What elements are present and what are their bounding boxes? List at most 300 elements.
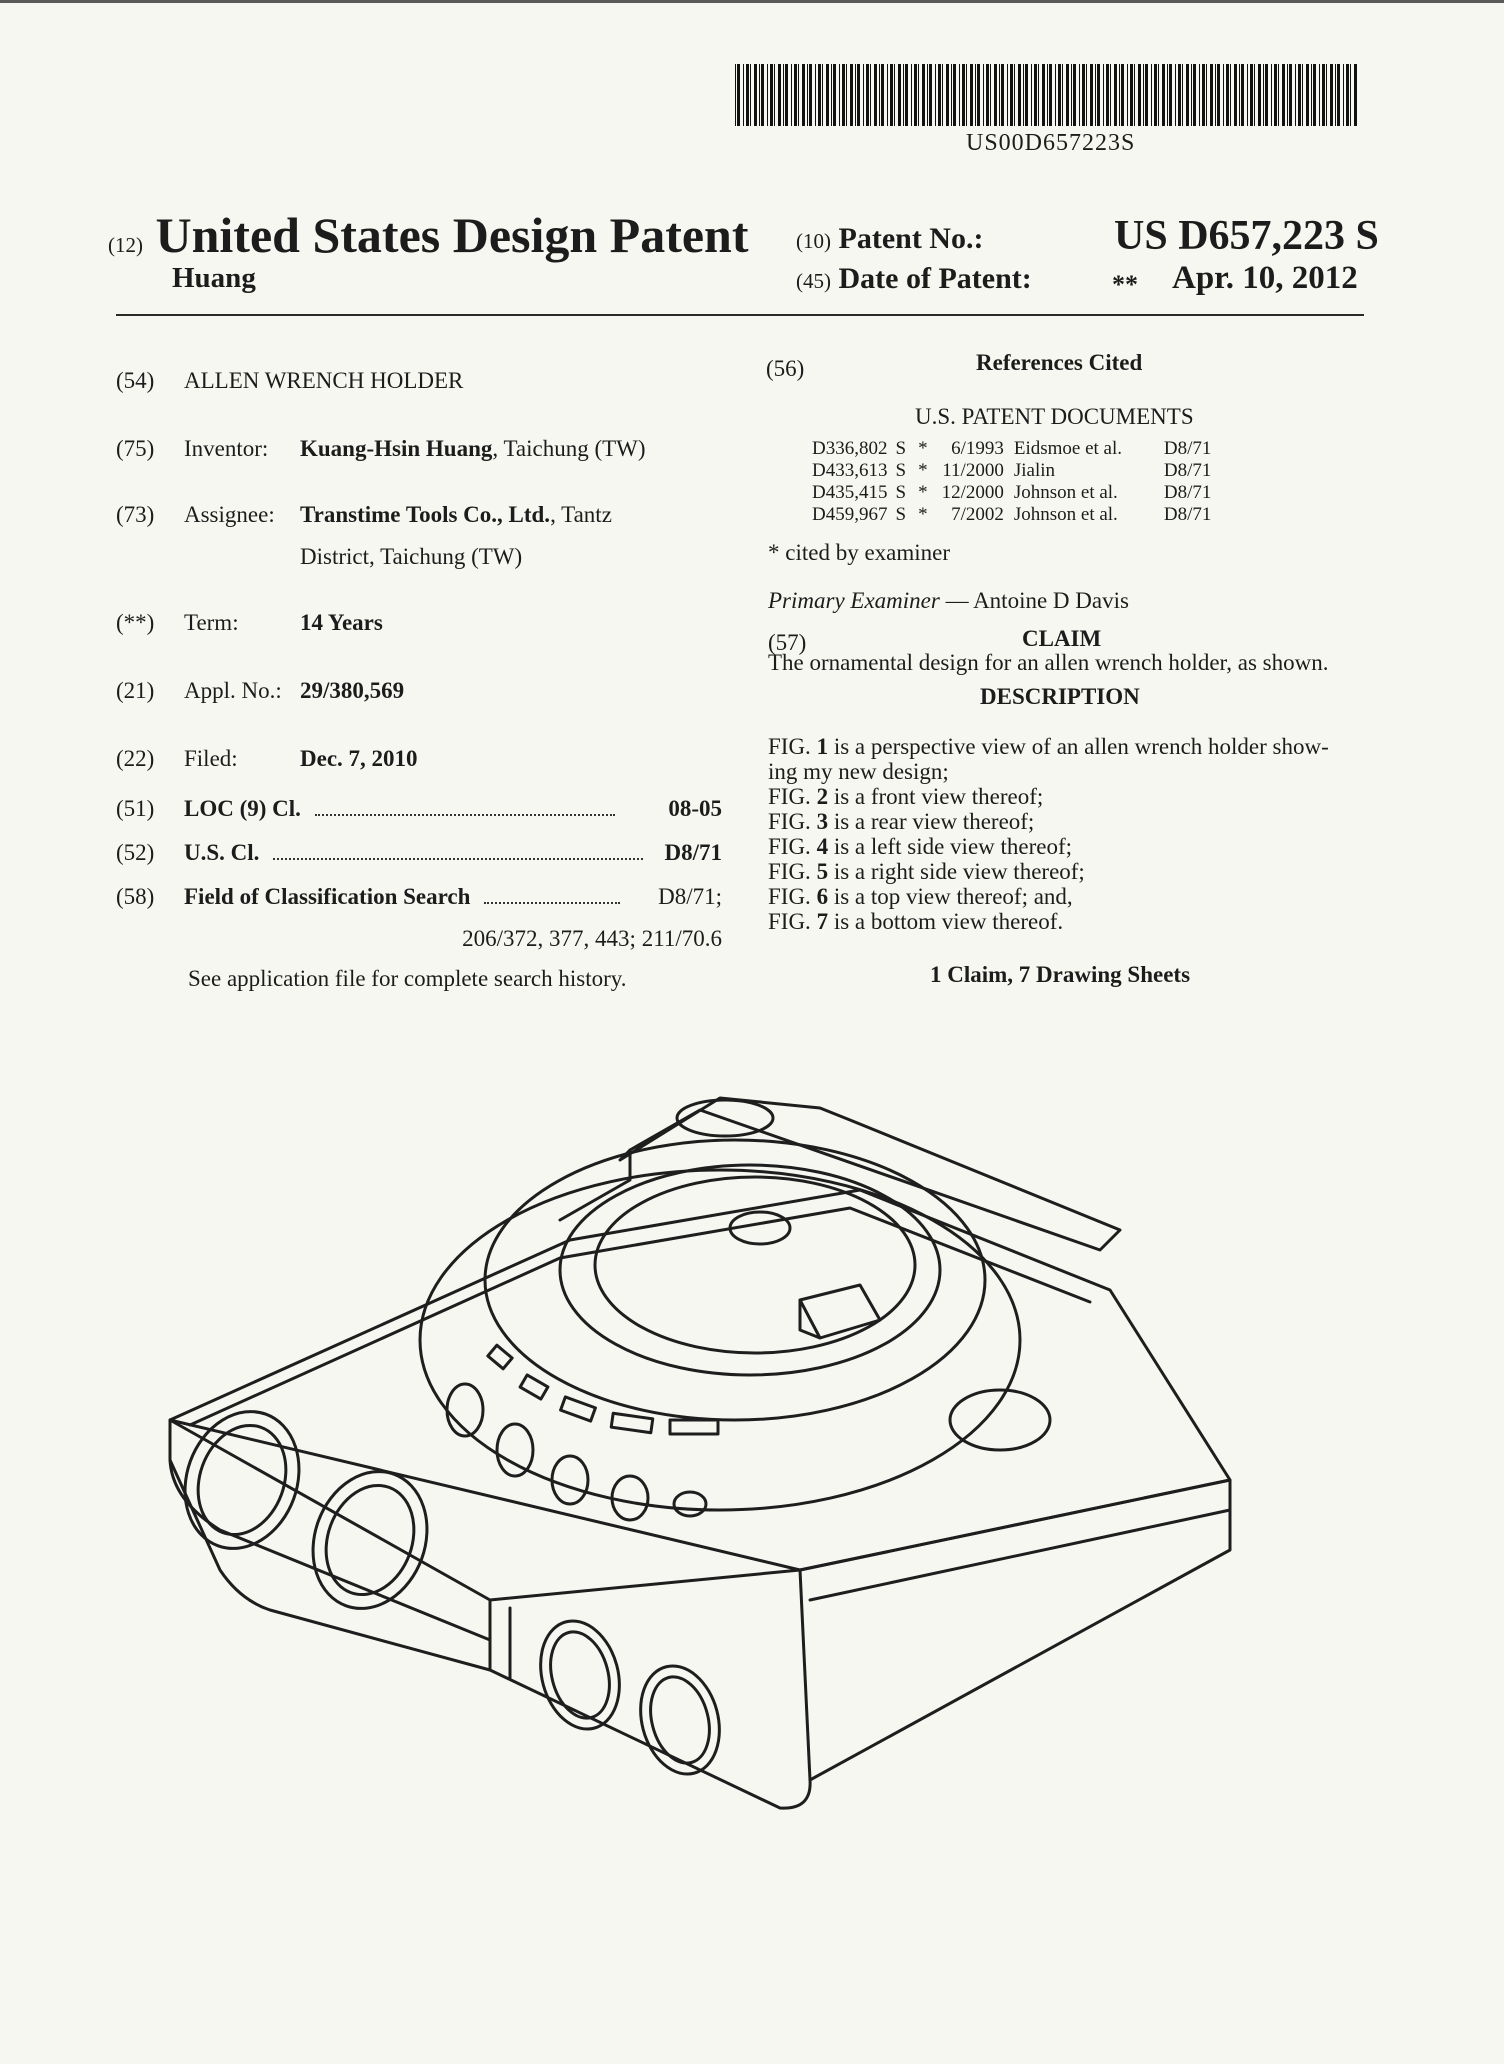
figure-description-continued: ing my new design;: [768, 759, 949, 784]
barcode-bar: [1223, 64, 1224, 126]
code-12: (12): [108, 233, 143, 257]
barcode-bar: [1138, 64, 1141, 126]
claim-title: CLAIM: [1022, 626, 1102, 651]
barcode-bar: [767, 64, 768, 126]
figure-description: [768, 834, 1368, 859]
barcode-bar: [1042, 64, 1045, 126]
leader-dots: [273, 854, 643, 860]
barcode-bar: [839, 64, 840, 126]
barcode-bar: [1210, 64, 1213, 126]
reference-row: [812, 438, 1211, 460]
ref-number: D435,415: [812, 482, 888, 503]
barcode-bar: [1018, 64, 1021, 126]
code-51: (51): [116, 796, 155, 821]
front-hole-1-inner: [542, 1625, 619, 1724]
examiner-name: Antoine D Davis: [973, 588, 1129, 613]
fig-number: 2: [816, 784, 829, 809]
assignee-location-1: , Tantz: [550, 502, 612, 527]
barcode-bar: [750, 64, 751, 126]
leader-dots: [484, 898, 620, 904]
barcode-bar: [791, 64, 792, 126]
reference-row: [812, 460, 1211, 482]
barcode-bar: [759, 64, 760, 126]
barcode-bar: [1346, 64, 1349, 126]
assignee-label: Assignee:: [184, 502, 275, 527]
barcode-bar: [850, 64, 853, 126]
barcode-bar: [1031, 64, 1032, 126]
barcode-bar: [1186, 64, 1189, 126]
barcode-bar: [938, 64, 941, 126]
barcode-bar: [846, 64, 847, 126]
barcode-bar: [1143, 64, 1144, 126]
us-patent-documents-title: U.S. PATENT DOCUMENTS: [915, 404, 1194, 429]
barcode-bar: [1302, 64, 1303, 126]
barcode-bar: [1263, 64, 1264, 126]
patent-number: US D657,223 S: [1114, 213, 1379, 259]
fig-label: FIG.: [768, 859, 811, 884]
us-cl-value: D8/71: [664, 840, 722, 865]
ref-number: D433,613: [812, 460, 888, 481]
barcode-bar: [1114, 64, 1117, 126]
fig-text: is a front view thereof;: [833, 784, 1044, 809]
barcode-bar: [735, 64, 736, 126]
barcode-bar: [1337, 64, 1340, 126]
date-marker: **: [1112, 270, 1138, 299]
barcode-bar: [881, 64, 884, 126]
barcode-bar: [1034, 64, 1037, 126]
ref-class: D8/71: [1163, 504, 1212, 525]
barcode-bar: [1110, 64, 1111, 126]
barcode-bar: [1062, 64, 1063, 126]
barcode-bar: [874, 64, 877, 126]
barcode-bar: [1010, 64, 1013, 126]
barcode-bar: [1322, 64, 1325, 126]
assignee-name: Transtime Tools Co., Ltd.: [300, 502, 551, 527]
fig-text: is a right side view thereof;: [833, 859, 1085, 884]
ref-date: 7/2002: [951, 504, 1004, 525]
barcode-bar: [1162, 64, 1165, 126]
barcode-bar: [951, 64, 952, 126]
barcode-bar: [983, 64, 984, 126]
ref-number: D336,802: [812, 438, 888, 459]
barcode-bar: [770, 64, 773, 126]
barcode-bar: [1282, 64, 1285, 126]
barcode-bar: [975, 64, 976, 126]
code-57: (57): [768, 630, 807, 655]
field-search-value-2: 206/372, 377, 443; 211/70.6: [462, 926, 722, 951]
barcode-bar: [870, 64, 871, 126]
fig-text: is a rear view thereof;: [833, 809, 1035, 834]
barcode-bar: [1073, 64, 1076, 126]
barcode-bar: [1095, 64, 1096, 126]
barcode-bar: [761, 64, 764, 126]
code-10: (10): [796, 229, 831, 253]
barcode-bar: [1350, 64, 1351, 126]
field-75: [116, 436, 646, 462]
barcode-bar: [1258, 64, 1261, 126]
barcode-bar: [826, 64, 829, 126]
barcode-bar: [1265, 64, 1268, 126]
barcode-bar: [898, 64, 901, 126]
field-search-value: D8/71;: [658, 884, 722, 909]
barcode-bar: [737, 64, 740, 126]
barcode-bar: [1071, 64, 1072, 126]
field-52: [116, 840, 722, 866]
barcode-bar: [942, 64, 943, 126]
barcode-bar: [959, 64, 960, 126]
barcode-bar: [1130, 64, 1133, 126]
barcode-bar: [890, 64, 893, 126]
fig-number: 4: [816, 834, 829, 859]
barcode-bar: [1319, 64, 1320, 126]
barcode-bar: [962, 64, 965, 126]
ref-date: 6/1993: [951, 438, 1004, 459]
scan-edge-line: [0, 0, 1504, 3]
ref-class: D8/71: [1163, 460, 1212, 481]
cited-by-examiner-note: * cited by examiner: [768, 540, 951, 565]
barcode-bar: [1313, 64, 1316, 126]
fig-label: FIG.: [768, 809, 811, 834]
code-56: (56): [766, 356, 805, 381]
barcode-bar: [999, 64, 1000, 126]
barcode-bar: [1278, 64, 1279, 126]
field-term: [116, 610, 383, 636]
code-54: (54): [116, 368, 155, 393]
barcode-image: [735, 64, 1363, 126]
barcode-bar: [1178, 64, 1181, 126]
barcode-bar: [1295, 64, 1296, 126]
square-socket: [800, 1285, 880, 1338]
barcode-bar: [1234, 64, 1237, 126]
barcode-bar: [903, 64, 904, 126]
see-application-note: See application file for complete search history.: [188, 966, 627, 991]
barcode-bar: [1271, 64, 1272, 126]
barcode-bar: [1023, 64, 1024, 126]
barcode-bar: [1354, 64, 1357, 126]
field-51: [116, 796, 722, 822]
fig-text: is a perspective view of an allen wrench holder show-: [833, 734, 1329, 759]
barcode-bar: [935, 64, 936, 126]
invention-title: ALLEN WRENCH HOLDER: [184, 368, 464, 393]
us-cl-label: U.S. Cl.: [184, 840, 260, 865]
barcode-bar: [831, 64, 832, 126]
barcode-bar: [1049, 64, 1052, 126]
patent-date: Apr. 10, 2012: [1172, 260, 1358, 296]
ref-name: Johnson et al.: [1013, 482, 1118, 503]
barcode-bar: [1202, 64, 1205, 126]
barcode-bar: [1306, 64, 1309, 126]
barcode-bar: [754, 64, 757, 126]
barcode-bar: [1090, 64, 1093, 126]
ref-name: Jialin: [1013, 460, 1056, 481]
barcode-bar: [1169, 64, 1172, 126]
barcode-bar: [1145, 64, 1148, 126]
barcode-bar: [1106, 64, 1109, 126]
field-58: [116, 884, 722, 910]
barcode-bar: [1055, 64, 1056, 126]
examiner-label: Primary Examiner: [768, 588, 940, 613]
barcode-bar: [1158, 64, 1159, 126]
fig-number: 3: [816, 809, 829, 834]
ref-class: D8/71: [1163, 438, 1212, 459]
barcode-bar: [785, 64, 788, 126]
assignee-location-2: District, Taichung (TW): [300, 544, 523, 569]
dome-ring-inner: [560, 1165, 940, 1375]
barcode-bar: [857, 64, 860, 126]
claims-summary: 1 Claim, 7 Drawing Sheets: [930, 962, 1191, 987]
barcode-bar: [1119, 64, 1120, 126]
examiner-separator: —: [939, 588, 974, 613]
fig-number: 7: [816, 909, 829, 934]
barcode-bar: [855, 64, 856, 126]
patent-no-label-text: Patent No.:: [838, 222, 984, 255]
claim-text: The ornamental design for an allen wrench holder, as shown.: [768, 650, 1329, 675]
front-face: [490, 1570, 810, 1808]
barcode-bar: [1241, 64, 1244, 126]
barcode-bar: [905, 64, 908, 126]
barcode-bar: [1066, 64, 1069, 126]
barcode-bar: [990, 64, 991, 126]
field-22: [116, 746, 418, 772]
patent-no-label: [796, 222, 983, 256]
barcode-bar: [863, 64, 864, 126]
field-54: [116, 368, 463, 394]
appl-label: Appl. No.:: [184, 678, 282, 703]
barcode-bar: [1151, 64, 1152, 126]
barcode-bar: [1082, 64, 1085, 126]
figure-description: [768, 884, 1368, 909]
header-rule: [116, 314, 1364, 316]
figure-description: [768, 734, 1368, 759]
barcode-bar: [1215, 64, 1216, 126]
inventor-label: Inventor:: [184, 436, 269, 461]
ref-number: D459,967: [812, 504, 888, 525]
primary-examiner: [768, 588, 1129, 614]
inventor-name: Kuang-Hsin Huang: [300, 436, 493, 461]
front-hole-2: [629, 1657, 731, 1783]
front-hole-1: [529, 1612, 631, 1738]
references-table: [812, 438, 1211, 526]
code-term: (**): [116, 610, 155, 635]
barcode-bar: [1014, 64, 1015, 126]
barcode-bar: [1097, 64, 1100, 126]
barcode-bar: [833, 64, 836, 126]
barcode-bar: [1167, 64, 1168, 126]
code-45: (45): [796, 269, 831, 293]
figure-descriptions: [768, 734, 1368, 934]
code-73: (73): [116, 502, 155, 527]
barcode-bar: [994, 64, 997, 126]
ref-name: Johnson et al.: [1013, 504, 1118, 525]
term-value: 14 Years: [300, 610, 383, 635]
barcode-bar: [986, 64, 989, 126]
inventor-surname: Huang: [172, 262, 256, 294]
fig-label: FIG.: [768, 784, 811, 809]
fig-label: FIG.: [768, 884, 811, 909]
barcode-bar: [977, 64, 980, 126]
barcode-bar: [1086, 64, 1087, 126]
ref-kind: S: [895, 482, 907, 503]
barcode-bar: [1079, 64, 1080, 126]
code-75: (75): [116, 436, 155, 461]
figure-description: [768, 809, 1368, 834]
filed-label: Filed:: [184, 746, 238, 771]
patent-type-title: [108, 206, 749, 264]
barcode-bar: [1175, 64, 1176, 126]
barcode-bar: [1206, 64, 1207, 126]
ref-star: *: [918, 460, 928, 481]
front-hole-2-inner: [642, 1670, 719, 1769]
fig-number: 6: [816, 884, 829, 909]
barcode-bar: [879, 64, 880, 126]
barcode-bar: [1121, 64, 1124, 126]
field-21: [116, 678, 404, 704]
barcode-bar: [1001, 64, 1004, 126]
ref-kind: S: [895, 504, 907, 525]
barcode-bar: [1239, 64, 1240, 126]
left-hole-2-inner: [311, 1473, 428, 1607]
fig-number: 1: [816, 734, 829, 759]
references-cited-title: References Cited: [976, 350, 1143, 375]
fig-number: 5: [816, 859, 829, 884]
barcode-bar: [918, 64, 919, 126]
barcode-bar: [1134, 64, 1135, 126]
barcode-bar: [1298, 64, 1301, 126]
barcode-bar: [815, 64, 816, 126]
barcode-bar: [1047, 64, 1048, 126]
back-strip: [620, 1098, 1120, 1250]
barcode-bar: [1343, 64, 1344, 126]
allen-wrench-holder-drawing: [160, 1080, 1290, 1860]
barcode-bar: [746, 64, 749, 126]
field-search-label: Field of Classification Search: [184, 884, 471, 909]
leader-dots: [315, 810, 615, 816]
barcode-bar: [1274, 64, 1277, 126]
barcode-bar: [1330, 64, 1333, 126]
barcode-bar: [1182, 64, 1183, 126]
field-73: [116, 502, 612, 528]
code-52: (52): [116, 840, 155, 865]
barcode-bar: [1191, 64, 1192, 126]
barcode-bar: [1154, 64, 1157, 126]
title-text: United States Design Patent: [155, 207, 749, 263]
barcode-bar: [929, 64, 932, 126]
dome-side-holes: [447, 1384, 706, 1520]
barcode-bar: [774, 64, 775, 126]
barcode-bar: [914, 64, 917, 126]
fig-text: is a left side view thereof;: [833, 834, 1073, 859]
reference-row: [812, 504, 1211, 526]
code-58: (58): [116, 884, 155, 909]
code-22: (22): [116, 746, 155, 771]
ref-class: D8/71: [1163, 482, 1212, 503]
barcode-bar: [1335, 64, 1336, 126]
barcode-bar: [953, 64, 956, 126]
barcode-bar: [1103, 64, 1104, 126]
ref-name: Eidsmoe et al.: [1013, 438, 1123, 459]
barcode-bar: [794, 64, 797, 126]
barcode-bar: [1287, 64, 1288, 126]
fig-text: is a bottom view thereof.: [833, 909, 1064, 934]
term-label: Term:: [184, 610, 239, 635]
loc-label: LOC (9) Cl.: [184, 796, 301, 821]
date-label: [796, 262, 1032, 296]
barcode-bar: [807, 64, 808, 126]
ref-star: *: [918, 438, 928, 459]
left-face-bottom: [170, 1460, 490, 1670]
barcode-bar: [1025, 64, 1028, 126]
inventor-location: , Taichung (TW): [492, 436, 646, 461]
ref-kind: S: [895, 460, 907, 481]
barcode-bar: [1254, 64, 1255, 126]
top-surface-inner: [190, 1208, 1090, 1425]
ref-date: 11/2000: [942, 460, 1004, 481]
figure-description: [768, 909, 1368, 934]
barcode-bar: [927, 64, 928, 126]
barcode-bar: [911, 64, 912, 126]
appl-number: 29/380,569: [300, 678, 405, 703]
barcode-bar: [743, 64, 744, 126]
barcode-bar: [1226, 64, 1229, 126]
barcode-bar: [802, 64, 805, 126]
barcode-bar: [1193, 64, 1196, 126]
barcode-bar: [1311, 64, 1312, 126]
barcode-bar: [866, 64, 869, 126]
barcode-bar: [1217, 64, 1220, 126]
barcode-bar: [1230, 64, 1231, 126]
dome-well: [595, 1177, 915, 1353]
ref-star: *: [918, 482, 928, 503]
barcode-bar: [778, 64, 781, 126]
barcode-bar: [922, 64, 925, 126]
barcode-bar: [1250, 64, 1253, 126]
reference-row: [812, 482, 1211, 504]
barcode-bar: [1058, 64, 1061, 126]
fig-label: FIG.: [768, 909, 811, 934]
barcode-bar: [798, 64, 799, 126]
barcode-bar: [809, 64, 812, 126]
barcode-bar: [1127, 64, 1128, 126]
loc-value: 08-05: [668, 796, 722, 821]
code-21: (21): [116, 678, 155, 703]
ref-date: 12/2000: [941, 482, 1004, 503]
barcode-bar: [1289, 64, 1292, 126]
barcode-bar: [1326, 64, 1327, 126]
ref-kind: S: [895, 438, 907, 459]
barcode-bar: [822, 64, 823, 126]
barcode-bar: [1038, 64, 1039, 126]
barcode-bar: [970, 64, 973, 126]
fig-label: FIG.: [768, 734, 811, 759]
barcode-bar: [1007, 64, 1008, 126]
barcode-bar: [783, 64, 784, 126]
figure-description: [768, 784, 1368, 809]
ref-star: *: [918, 504, 928, 525]
barcode-bar: [966, 64, 967, 126]
barcode-bar: [887, 64, 888, 126]
filed-date: Dec. 7, 2010: [300, 746, 418, 771]
barcode-bar: [1247, 64, 1248, 126]
barcode-bar: [894, 64, 895, 126]
barcode-bar: [1199, 64, 1200, 126]
barcode-bar: [818, 64, 821, 126]
figure-description: [768, 859, 1368, 884]
fig-label: FIG.: [768, 834, 811, 859]
barcode-number: US00D657223S: [966, 130, 1136, 156]
description-title: DESCRIPTION: [980, 684, 1140, 709]
barcode-bar: [842, 64, 845, 126]
barcode-bar: [946, 64, 949, 126]
